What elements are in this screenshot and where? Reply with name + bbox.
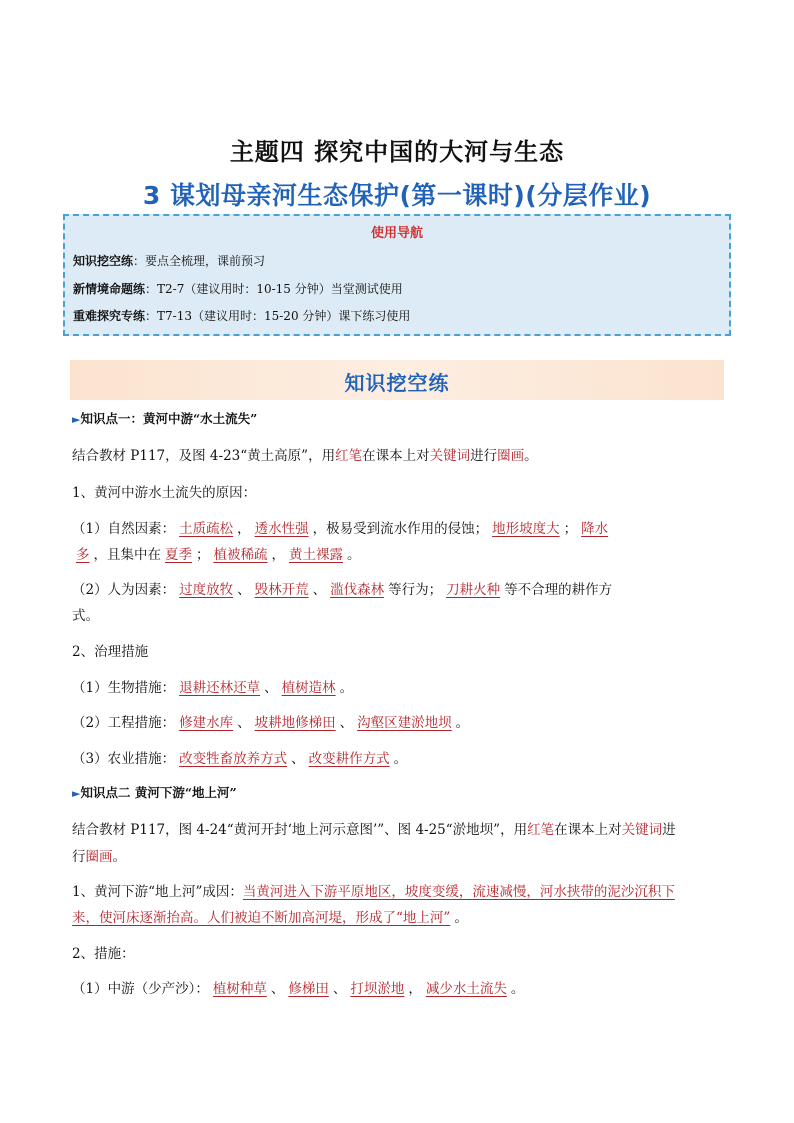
text: 、	[237, 715, 251, 731]
text: （2）人为因素：	[72, 582, 176, 598]
page-subtitle: 3 谋划母亲河生态保护(第一课时)(分层作业)	[142, 181, 652, 210]
text: 行	[72, 849, 86, 865]
guide-line-3-text: ：T7-13（建议用时：15-20 分钟）课下练习使用	[145, 309, 411, 323]
triangle-marker-icon: ►	[72, 413, 81, 426]
text: 1、黄河下游“地上河”成因：	[72, 884, 243, 900]
question-1: 1、黄河中游水土流失的原因：	[72, 485, 257, 501]
answer-blank: 多	[76, 547, 90, 563]
triangle-marker-icon: ►	[72, 787, 81, 800]
guide-line-1	[73, 252, 265, 269]
text: 、	[332, 981, 347, 997]
answer-blank: 滥伐森林	[330, 582, 385, 598]
text: 。	[393, 751, 408, 767]
text: 进	[662, 822, 676, 838]
text: 在课本上对	[554, 822, 622, 838]
answer-blank: 土质疏松	[179, 521, 234, 537]
text: 等不合理的耕作方	[504, 582, 613, 598]
section-title: 知识挖空练	[344, 371, 450, 395]
text: （1）自然因素：	[72, 521, 176, 537]
answer-blank: 地形坡度大	[492, 521, 560, 537]
question-2: 2、治理措施	[72, 644, 149, 660]
highlight-text: 关键词	[429, 448, 471, 464]
guide-line-2-text: ：T2-7（建议用时：10-15 分钟）当堂测试使用	[145, 282, 403, 296]
answer-blank: 修建水库	[179, 715, 234, 731]
answer-blank: 过度放牧	[179, 582, 234, 598]
question-2-1	[72, 676, 353, 696]
question-3-cont	[72, 906, 468, 926]
guide-line-2	[73, 280, 403, 297]
text: （2）工程措施：	[72, 715, 176, 731]
text: 等行为；	[388, 582, 443, 598]
answer-blank: 打坝淤地	[350, 981, 405, 997]
answer-blank: 毁林开荒	[254, 582, 309, 598]
guide-line-3-label: 重难探究专练	[73, 309, 146, 323]
text: 进行	[470, 448, 498, 464]
text: 结合教材 P117，图 4-24“黄河开封‘地上河示意图’”、图 4-25“淤地坝”，用	[72, 822, 528, 838]
text: 结合教材 P117，及图 4-23“黄土高原”，用	[72, 448, 336, 464]
text: ；	[196, 547, 210, 563]
text: 、	[270, 981, 285, 997]
page-title: 主题四 探究中国的大河与生态	[229, 138, 565, 166]
highlight-text: 圈画	[497, 448, 525, 464]
paragraph-2-cont	[72, 845, 126, 865]
answer-blank: 当黄河进入下游平原地区，坡度变缓，流速减慢，河水挟带的泥沙沉积下	[242, 884, 675, 900]
answer-blank: 来，使河床逐渐抬高。人们被迫不断加高河堤，形成了“地上河”	[72, 910, 451, 926]
answer-blank: 植树造林	[281, 680, 336, 696]
text: 。	[524, 448, 538, 464]
text: ，	[408, 981, 422, 997]
text: （1）生物措施：	[72, 680, 176, 696]
text: 。	[455, 715, 470, 731]
text: 。	[347, 547, 361, 563]
highlight-text: 红笔	[527, 822, 555, 838]
answer-blank: 黄土裸露	[289, 547, 343, 563]
text: 在课本上对	[362, 448, 430, 464]
text: 。	[112, 849, 126, 865]
text: 、	[312, 582, 327, 598]
question-2-2	[72, 711, 469, 731]
text: ，	[271, 547, 285, 563]
question-1-2	[72, 578, 612, 598]
highlight-text: 关键词	[621, 822, 663, 838]
text: 。	[510, 981, 525, 997]
text: 、	[237, 582, 251, 598]
text: 。	[339, 680, 354, 696]
knowledge-point-1-text: 知识点一：黄河中游“水土流失”	[80, 411, 258, 426]
text: ，极易受到流水作用的侵蚀；	[312, 521, 489, 537]
answer-blank: 改变耕作方式	[308, 751, 390, 767]
text: ；	[563, 521, 578, 537]
question-4: 2、措施：	[72, 946, 135, 962]
answer-blank: 减少水土流失	[425, 981, 507, 997]
highlight-text: 红笔	[335, 448, 363, 464]
text: （3）农业措施：	[72, 751, 176, 767]
guide-line-1-text: ：要点全梳理，课前预习	[133, 254, 266, 268]
text: 、	[264, 680, 278, 696]
answer-blank: 夏季	[165, 547, 192, 563]
answer-blank: 退耕还林还草	[179, 680, 261, 696]
question-4-1	[72, 977, 524, 997]
usage-guide-box	[63, 214, 731, 336]
knowledge-point-2	[72, 783, 237, 801]
answer-blank: 沟壑区建淤地坝	[357, 715, 452, 731]
text: ，	[237, 521, 251, 537]
question-3	[72, 880, 675, 900]
answer-blank: 修梯田	[288, 981, 329, 997]
question-1-2-cont: 式。	[72, 608, 99, 624]
usage-guide-title: 使用导航	[370, 226, 423, 241]
text: ，且集中在	[93, 547, 161, 563]
knowledge-point-2-text: 知识点二 黄河下游“地上河”	[80, 785, 237, 800]
text: 。	[454, 910, 468, 926]
knowledge-point-1	[72, 409, 257, 427]
question-1-1	[72, 517, 612, 537]
paragraph-2	[72, 818, 676, 838]
text: 、	[339, 715, 354, 731]
question-1-1-cont	[72, 543, 361, 563]
section-banner	[70, 360, 724, 400]
answer-blank: 刀耕火种	[446, 582, 501, 598]
answer-blank: 改变牲畜放养方式	[179, 751, 288, 767]
text: （1）中游（少产沙）：	[72, 981, 209, 997]
guide-line-1-label: 知识挖空练	[73, 254, 134, 268]
answer-blank: 坡耕地修梯田	[254, 715, 336, 731]
question-2-3	[72, 747, 407, 767]
guide-line-2-label: 新情境命题练	[73, 282, 146, 296]
text: 、	[291, 751, 305, 767]
paragraph-1	[72, 444, 538, 464]
answer-blank: 植被稀疏	[213, 547, 268, 563]
highlight-text: 圈画	[85, 849, 113, 865]
answer-blank: 透水性强	[254, 521, 309, 537]
answer-blank: 植树种草	[212, 981, 267, 997]
guide-line-3	[73, 307, 410, 324]
answer-blank: 降水	[581, 521, 609, 537]
